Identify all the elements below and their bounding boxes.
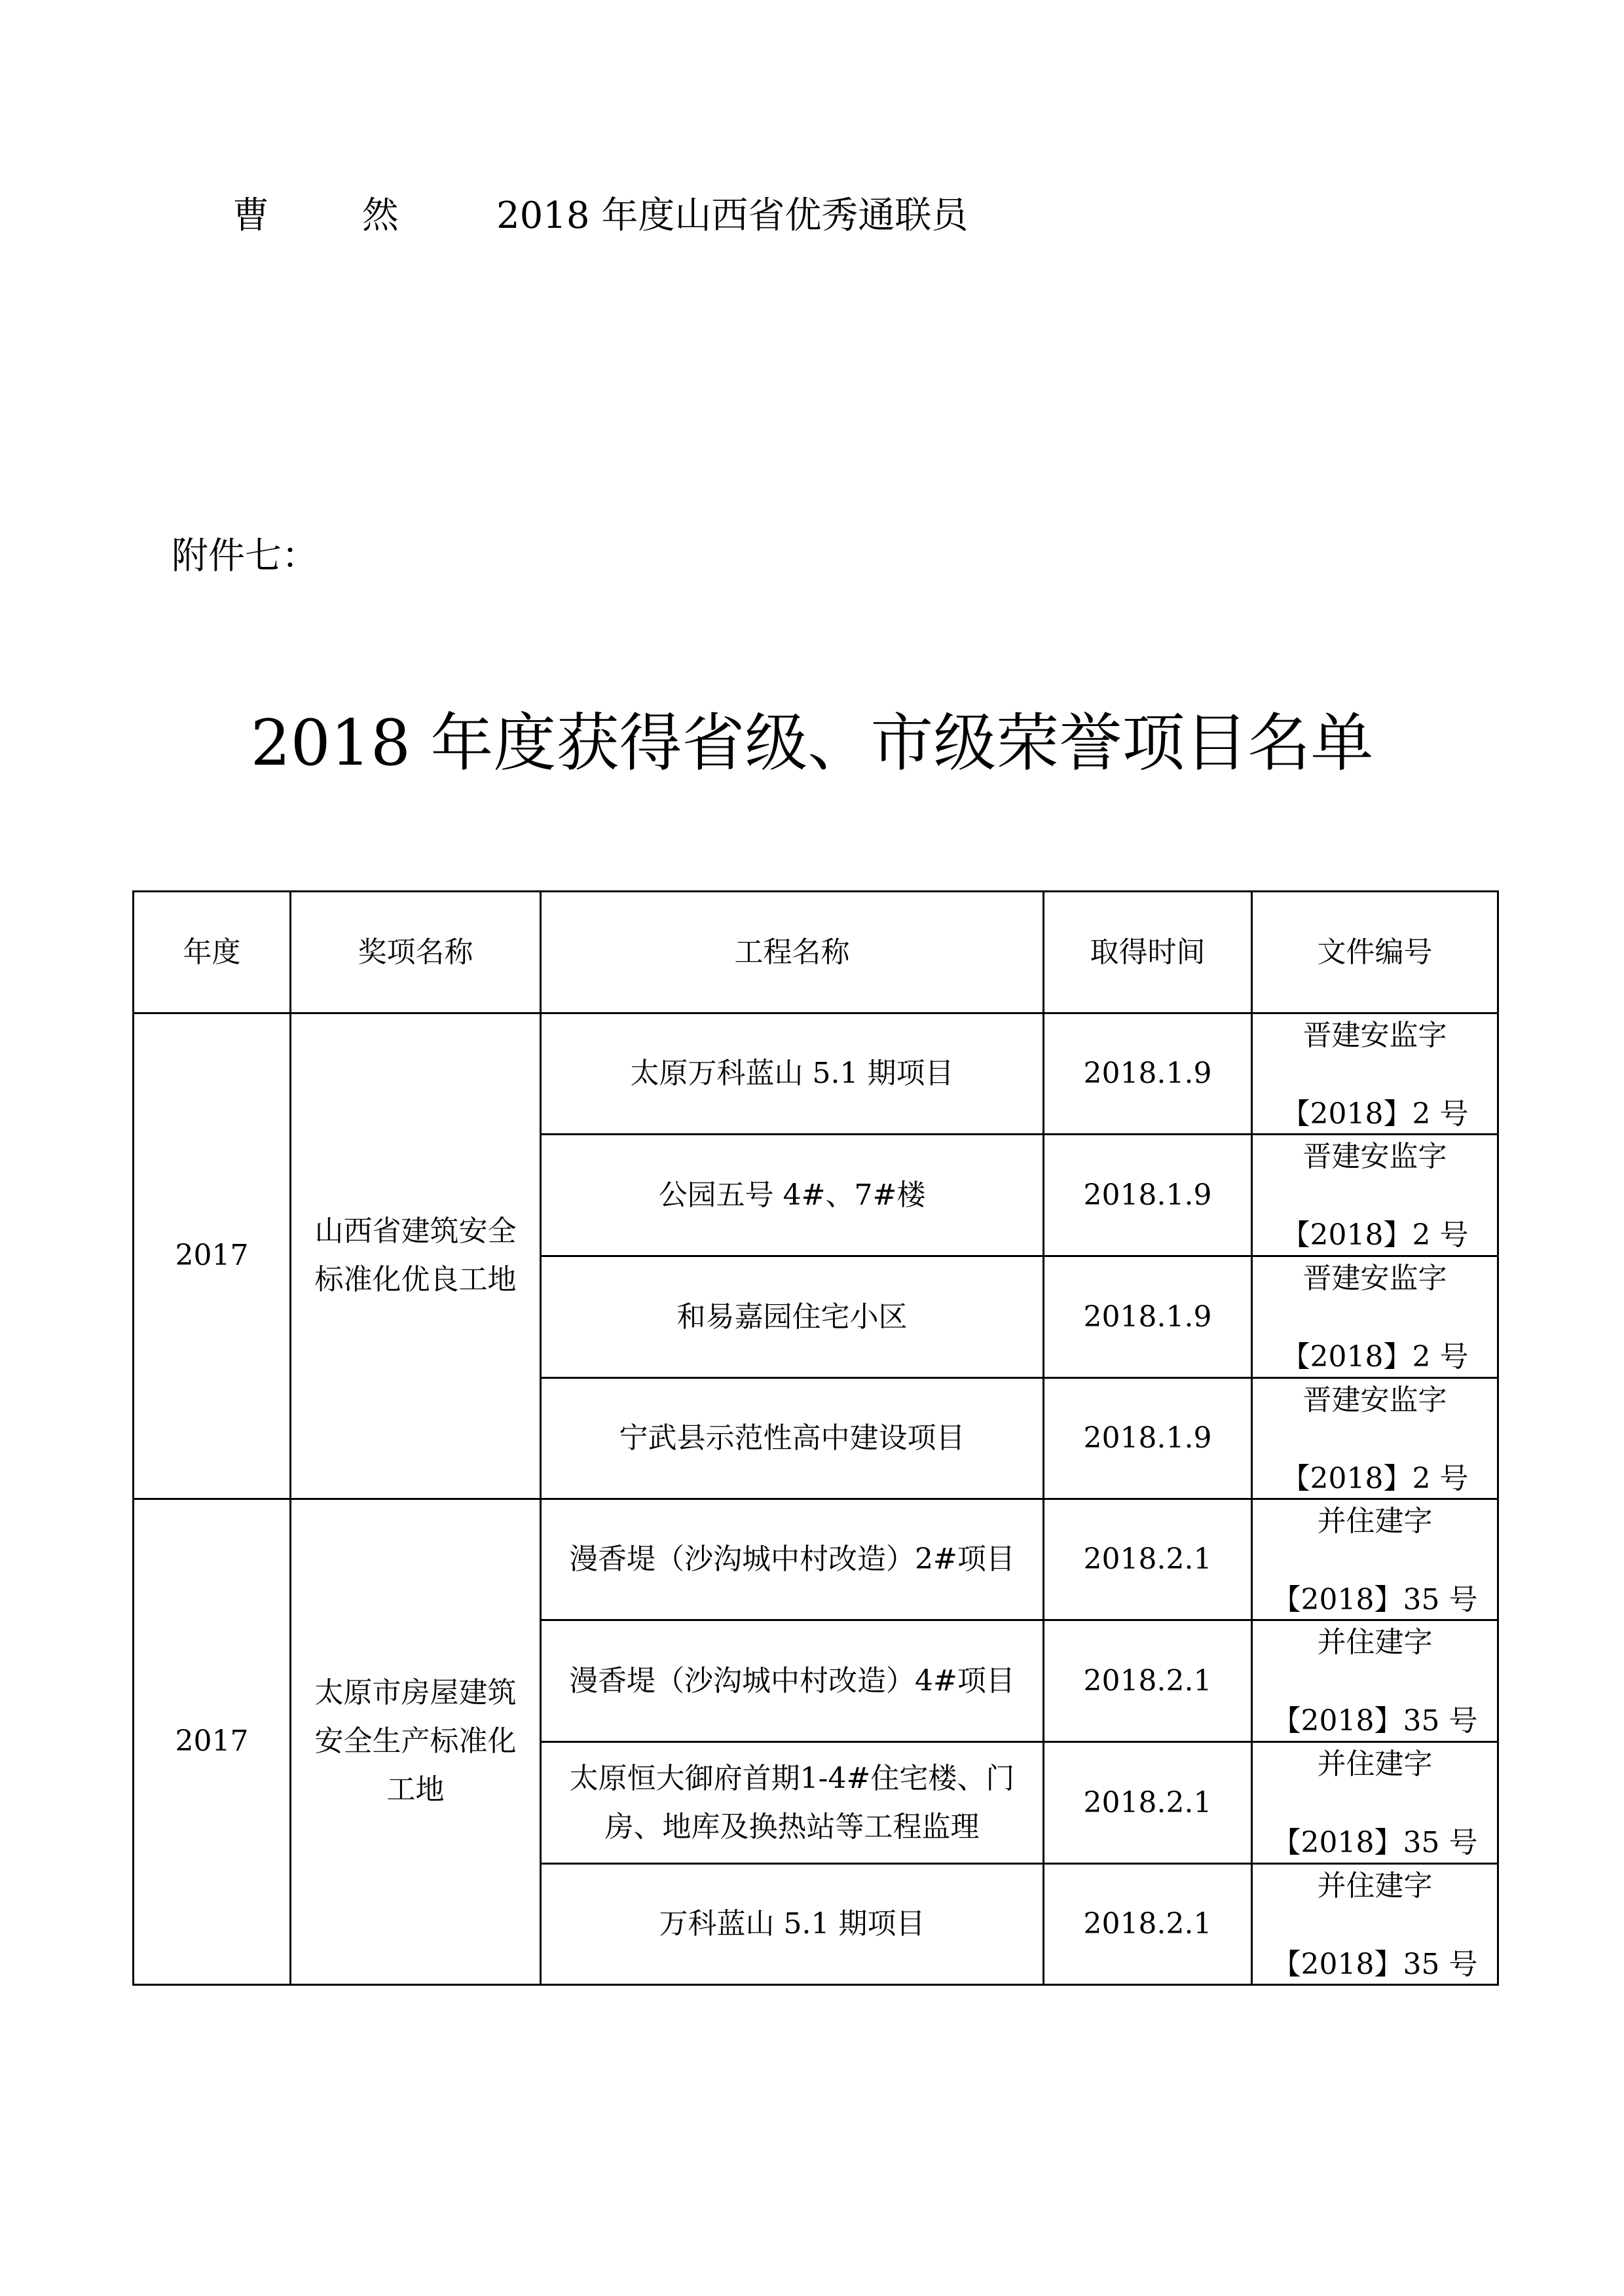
doc-number-prefix: 并住建字 xyxy=(1317,1868,1433,1903)
award-date: 2018.1.9 xyxy=(1044,1135,1252,1256)
doc-number xyxy=(1252,1135,1498,1256)
header-doc: 文件编号 xyxy=(1252,892,1498,1013)
group-award: 太原市房屋建筑安全生产标准化工地 xyxy=(291,1499,541,1984)
project-name: 万科蓝山 5.1 期项目 xyxy=(541,1863,1044,1984)
group-year: 2017 xyxy=(134,1013,291,1499)
doc-number-code: 【2018】35 号 xyxy=(1272,1704,1478,1738)
doc-number-prefix: 并住建字 xyxy=(1317,1626,1433,1660)
attachment-label: 附件七： xyxy=(172,535,318,577)
doc-number-code: 【2018】35 号 xyxy=(1272,1947,1478,1981)
doc-number xyxy=(1252,1499,1498,1620)
doc-number xyxy=(1252,1256,1498,1377)
doc-number-prefix: 晋建安监字 xyxy=(1302,1262,1447,1296)
project-name: 漫香堤（沙沟城中村改造）4#项目 xyxy=(541,1620,1044,1742)
doc-number-code: 【2018】35 号 xyxy=(1272,1582,1478,1616)
doc-number-code: 【2018】2 号 xyxy=(1281,1097,1469,1131)
doc-number-code: 【2018】35 号 xyxy=(1272,1826,1478,1860)
header-year: 年度 xyxy=(134,892,291,1013)
doc-number-prefix: 晋建安监字 xyxy=(1302,1019,1447,1052)
table-row xyxy=(134,1499,1498,1620)
doc-number xyxy=(1252,1742,1498,1863)
project-name: 公园五号 4#、7#楼 xyxy=(541,1135,1044,1256)
doc-number xyxy=(1252,1013,1498,1135)
award-date: 2018.1.9 xyxy=(1044,1377,1252,1499)
doc-number-prefix: 晋建安监字 xyxy=(1302,1383,1447,1417)
table-row xyxy=(134,1013,1498,1135)
doc-number-code: 【2018】2 号 xyxy=(1281,1461,1469,1495)
award-date: 2018.2.1 xyxy=(1044,1863,1252,1984)
awards-table xyxy=(132,890,1499,1986)
person-name: 曹 然 xyxy=(232,194,439,237)
page-title: 2018 年度获得省级、市级荣誉项目名单 xyxy=(250,706,1374,780)
project-name: 和易嘉园住宅小区 xyxy=(541,1256,1044,1377)
doc-number xyxy=(1252,1620,1498,1742)
award-date: 2018.2.1 xyxy=(1044,1499,1252,1620)
person-honor: 2018 年度山西省优秀通联员 xyxy=(496,194,969,237)
group-year: 2017 xyxy=(134,1499,291,1984)
doc-number-code: 【2018】2 号 xyxy=(1281,1218,1469,1252)
header-date: 取得时间 xyxy=(1044,892,1252,1013)
doc-number-code: 【2018】2 号 xyxy=(1281,1340,1469,1374)
project-name: 太原恒大御府首期1-4#住宅楼、门房、地库及换热站等工程监理 xyxy=(541,1742,1044,1863)
project-name: 太原万科蓝山 5.1 期项目 xyxy=(541,1013,1044,1135)
award-date: 2018.2.1 xyxy=(1044,1620,1252,1742)
award-date: 2018.1.9 xyxy=(1044,1013,1252,1135)
doc-number xyxy=(1252,1377,1498,1499)
doc-number-prefix: 并住建字 xyxy=(1317,1747,1433,1781)
project-name: 漫香堤（沙沟城中村改造）2#项目 xyxy=(541,1499,1044,1620)
award-date: 2018.2.1 xyxy=(1044,1742,1252,1863)
group-award: 山西省建筑安全标准化优良工地 xyxy=(291,1013,541,1499)
doc-number xyxy=(1252,1863,1498,1984)
table-header-row xyxy=(134,892,1498,1013)
doc-number-prefix: 并住建字 xyxy=(1317,1504,1433,1538)
header-project: 工程名称 xyxy=(541,892,1044,1013)
header-award: 奖项名称 xyxy=(291,892,541,1013)
award-date: 2018.1.9 xyxy=(1044,1256,1252,1377)
project-name: 宁武县示范性高中建设项目 xyxy=(541,1377,1044,1499)
doc-number-prefix: 晋建安监字 xyxy=(1302,1140,1447,1174)
